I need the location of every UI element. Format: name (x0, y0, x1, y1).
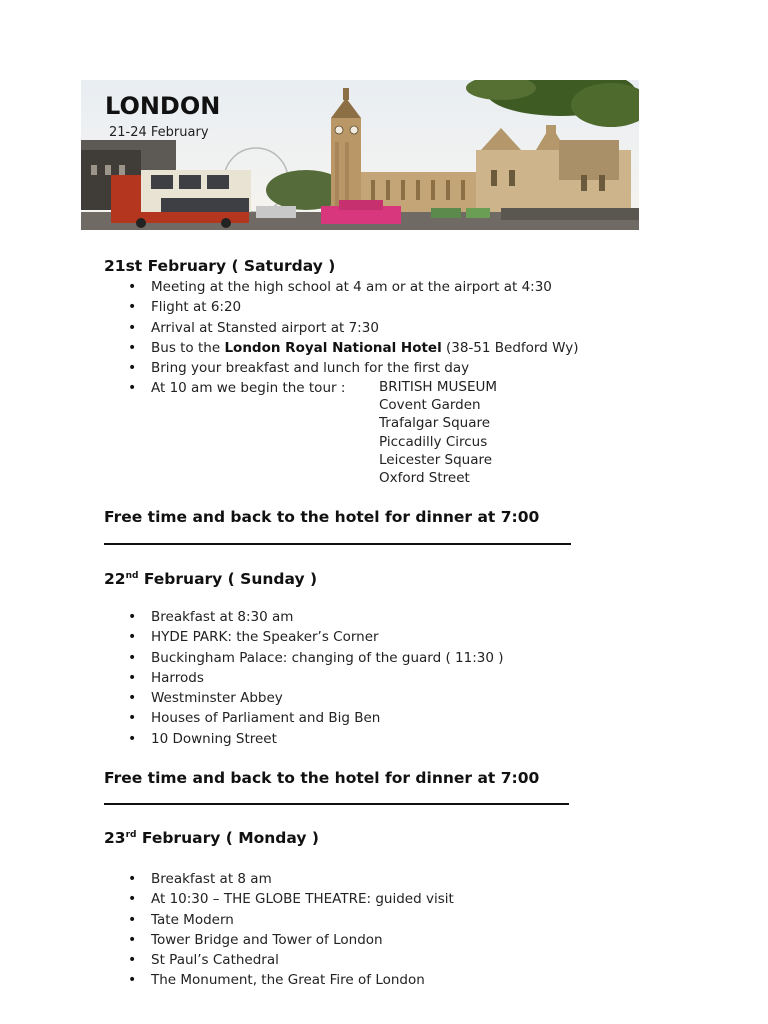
day2-heading-suffix: nd (125, 571, 139, 581)
day2-heading-text: February ( Sunday ) (138, 570, 318, 588)
list-item: • Breakfast at 8 am (104, 869, 454, 889)
day1-list (104, 277, 578, 399)
list-item-tour-intro: • At 10 am we begin the tour : (104, 378, 578, 398)
list-item: • Flight at 6:20 (104, 297, 578, 317)
hotel-name: London Royal National Hotel (224, 339, 442, 356)
day2-heading-number: 22 (104, 570, 126, 588)
list-item: • Harrods (104, 668, 504, 688)
divider (104, 803, 569, 805)
day3-heading-text: February ( Monday ) (136, 829, 319, 847)
day3-heading (104, 829, 319, 847)
list-item: • Houses of Parliament and Big Ben (104, 708, 504, 728)
day2-heading (104, 570, 317, 588)
tour-stop: Oxford Street (379, 469, 470, 486)
day3-heading-suffix: rd (125, 830, 137, 840)
list-item: • St Paul’s Cathedral (104, 950, 454, 970)
day3-heading-number: 23 (104, 829, 126, 847)
tour-stop: BRITISH MUSEUM (379, 379, 498, 395)
tour-stops-list (379, 378, 497, 487)
hotel-address: (38-51 Bedford Wy) (441, 339, 579, 356)
day3-list (104, 869, 454, 991)
day1-heading: 21st February ( Saturday ) (104, 257, 336, 275)
tour-stop: Covent Garden (379, 397, 481, 414)
list-item: • Arrival at Stansted airport at 7:30 (104, 318, 578, 338)
list-item: • Tate Modern (104, 910, 454, 930)
list-item: • Tower Bridge and Tower of London (104, 930, 454, 950)
tour-stop: Trafalgar Square (379, 415, 491, 432)
tour-stop: Piccadilly Circus (379, 433, 488, 450)
list-item: • Breakfast at 8:30 am (104, 607, 504, 627)
day1-closing: Free time and back to the hotel for dinner at 7:00 (104, 508, 540, 526)
list-item: • Bring your breakfast and lunch for the first day (104, 358, 578, 378)
list-item: • Buckingham Palace: changing of the guard ( 11:30 ) (104, 648, 504, 668)
list-item-bus (104, 338, 578, 358)
bus-prefix: Bus to the (151, 339, 225, 356)
list-item: • Westminster Abbey (104, 688, 504, 708)
list-item: • HYDE PARK: the Speaker’s Corner (104, 627, 504, 647)
list-item: • 10 Downing Street (104, 729, 504, 749)
header-banner (81, 80, 639, 230)
list-item: • Meeting at the high school at 4 am or at the airport at 4:30 (104, 277, 578, 297)
divider (104, 543, 571, 545)
list-item: • At 10:30 – THE GLOBE THEATRE: guided visit (104, 889, 454, 909)
day2-closing: Free time and back to the hotel for dinner at 7:00 (104, 769, 540, 787)
banner-title: LONDON (105, 92, 221, 120)
list-item: • The Monument, the Great Fire of London (104, 970, 454, 990)
banner-dates: 21-24 February (109, 125, 209, 140)
tour-stop: Leicester Square (379, 451, 493, 468)
day2-list (104, 607, 504, 749)
